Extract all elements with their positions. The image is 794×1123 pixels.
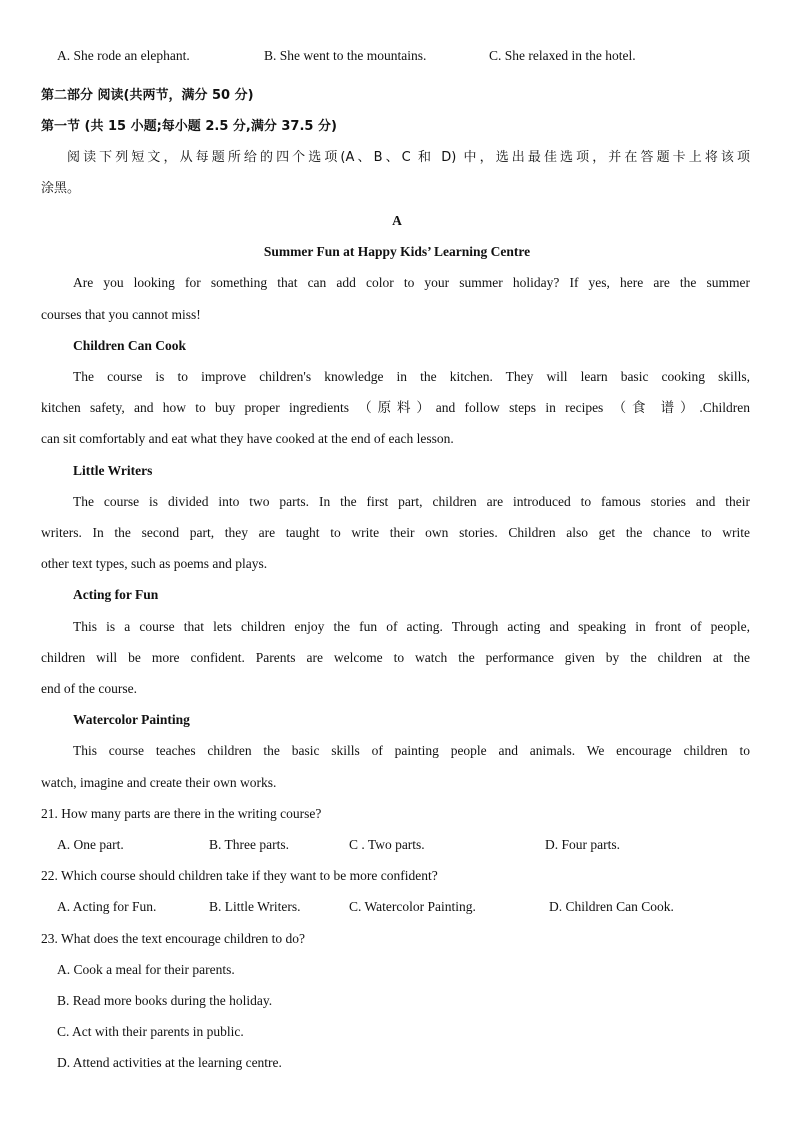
course-painting-line-2: watch, imagine and create their own works. [41,775,277,790]
intro-line-2: courses that you cannot miss! [41,307,201,322]
course-title-acting: Acting for Fun [73,587,159,602]
question-23-option-a[interactable]: A. Cook a meal for their parents. [57,962,235,977]
course-cook-line-3: can sit comfortably and eat what they have cooked at the end of each lesson. [41,431,454,446]
course-acting-line-2: children will be more confident. Parents are welcome to watch the performance given by the children at the [41,650,750,665]
question-23-option-c[interactable]: C. Act with their parents in public. [57,1024,244,1039]
course-writers-line-3: other text types, such as poems and plays. [41,556,268,571]
question-23-option-d[interactable]: D. Attend activities at the learning centre. [57,1055,282,1070]
prev-option-b: B. She went to the mountains. [264,48,427,63]
course-writers-line-2: writers. In the second part, they are taught to write their own stories. Children also get the chance to write [41,525,750,540]
course-title-writers: Little Writers [73,463,153,478]
question-21-stem: 21. How many parts are there in the writing course? [41,806,322,821]
prev-option-a: A. She rode an elephant. [57,48,190,63]
instruction-line-1: 阅读下列短文，从每题所给的四个选项(A、B、C 和 D) 中，选出最佳选项，并在答题卡上将该项 [67,150,750,165]
intro-line-1: Are you looking for something that can add color to your summer holiday? If yes, here are the summer [73,275,750,290]
question-22-option-c[interactable]: C. Watercolor Painting. [349,899,476,914]
question-23-option-b[interactable]: B. Read more books during the holiday. [57,993,273,1008]
course-acting-line-3: end of the course. [41,681,137,696]
prev-option-c: C. She relaxed in the hotel. [489,48,636,63]
course-title-painting: Watercolor Painting [73,712,190,727]
question-21-option-d[interactable]: D. Four parts. [545,837,620,852]
question-22-option-d[interactable]: D. Children Can Cook. [549,899,674,914]
question-22-option-b[interactable]: B. Little Writers. [209,899,301,914]
course-writers-line-1: The course is divided into two parts. In the first part, children are introduced to famous stories and their [73,494,750,509]
question-23-stem: 23. What does the text encourage children to do? [41,931,306,946]
passage-letter: A [392,213,402,228]
course-cook-line-1: The course is to improve children's knowledge in the kitchen. They will learn basic cooking skills, [73,369,750,384]
instruction-line-2: 涂黑。 [41,181,81,196]
question-21-option-c[interactable]: C . Two parts. [349,837,425,852]
course-title-cook: Children Can Cook [73,338,187,353]
passage-title: Summer Fun at Happy Kids’ Learning Centre [263,244,531,259]
course-cook-line-2: kitchen safety, and how to buy proper ingredients （原料）and follow steps in recipes （食 谱）.Children [41,400,750,415]
part-heading: 第一节 (共 15 小题;每小题 2.5 分,满分 37.5 分) [41,119,337,134]
question-22-stem: 22. Which course should children take if they want to be more confident? [41,868,438,883]
question-21-option-b[interactable]: B. Three parts. [209,837,289,852]
section-heading: 第二部分 阅读(共两节，满分 50 分) [41,88,254,103]
question-21-option-a[interactable]: A. One part. [57,837,124,852]
question-22-option-a[interactable]: A. Acting for Fun. [57,899,157,914]
course-painting-line-1: This course teaches children the basic skills of painting people and animals. We encourage children to [73,743,750,758]
course-acting-line-1: This is a course that lets children enjoy the fun of acting. Through acting and speaking in front of people, [73,619,750,634]
